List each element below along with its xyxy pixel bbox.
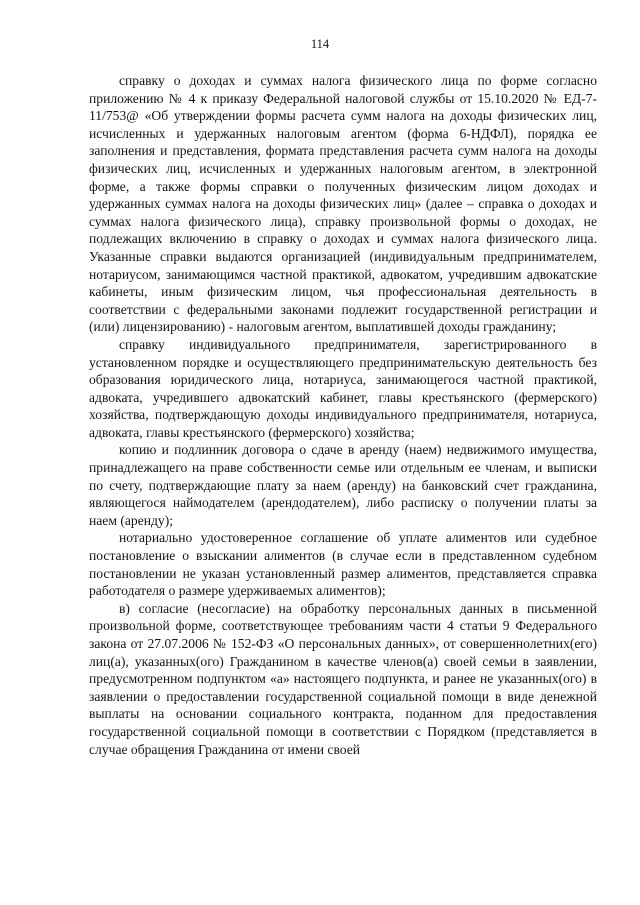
document-body: [89, 72, 597, 758]
paragraph-personal-data-consent: в) согласие (несогласие) на обработку персональных данных в письменной произвольной форме, соответствующее требованиям части 4 статьи 9 Федерального закона от 27.07.2006 № 152-ФЗ «О персональных данных», от совершеннолетних(его) лиц(а), указанных(ого) Гражданином в качестве членов(а) своей семьи в заявлении, предусмотренном подпунктом «а» настоящего подпункта, и ранее не указанных(ого) в заявлении о предоставлении государственной социальной помощи в виде денежной выплаты на основании социального контракта, поданном для предоставления государственной социальной помощи в соответствии с Порядком (представляется в случае обращения Гражданина от имени своей: [89, 600, 597, 757]
paragraph-income-certificate: справку о доходах и суммах налога физического лица по форме согласно приложению № 4 к приказу Федеральной налоговой службы от 15.10.2020 № ЕД-7-11/753@ «Об утверждении формы расчета сумм налога на доходы физических лиц, исчисленных и удержанных налоговым агентом (форма 6-НДФЛ), порядка ее заполнения и представления, формата представления расчета сумм налога на доходы физических лиц, исчисленных и удержанных налоговым агентом, в электронной форме, а также формы справки о полученных физическим лицом доходах и удержанных суммах налога на доходы физических лиц» (далее – справка о доходах и суммах налога физического лица), справку произвольной формы о доходах, не подлежащих включению в справку о доходах и суммах налога физического лица. Указанные справки выдаются организацией (индивидуальным предпринимателем, нотариусом, занимающимся частной практикой, адвокатом, учредившим адвокатские кабинеты, иным физическим лицом, чья профессиональная деятельность в соответствии с федеральными законами подлежит государственной регистрации и (или) лицензированию) - налоговым агентом, выплатившей доходы гражданину;: [89, 73, 597, 335]
paragraph-alimony-agreement: нотариально удостоверенное соглашение об уплате алиментов или судебное постановление о взыскании алиментов (в случае если в представленном судебном постановлении не указан установленный размер алиментов, представляется справка работодателя о размере удерживаемых алиментов);: [89, 530, 597, 599]
paragraph-lease-agreement: копию и подлинник договора о сдаче в аренду (наем) недвижимого имущества, принадлежащего на праве собственности семье или отдельным ее членам, и выписки по счету, подтверждающие плату за наем (аренду) на банковский счет гражданина, являющегося наймодателем (арендодателем), либо расписку о получении платы за наем (аренду);: [89, 442, 597, 528]
page-number: 114: [310, 37, 330, 51]
paragraph-entrepreneur-certificate: справку индивидуального предпринимателя, зарегистрированного в установленном порядке и осуществляющего предпринимательскую деятельность без образования юридического лица, нотариуса, занимающегося частной практикой, адвоката, учредившего адвокатский кабинет, главы крестьянского (фермерского) хозяйства, подтверждающую доходы индивидуального предпринимателя, нотариуса, адвоката, главы крестьянского (фермерского) хозяйства;: [89, 336, 597, 440]
